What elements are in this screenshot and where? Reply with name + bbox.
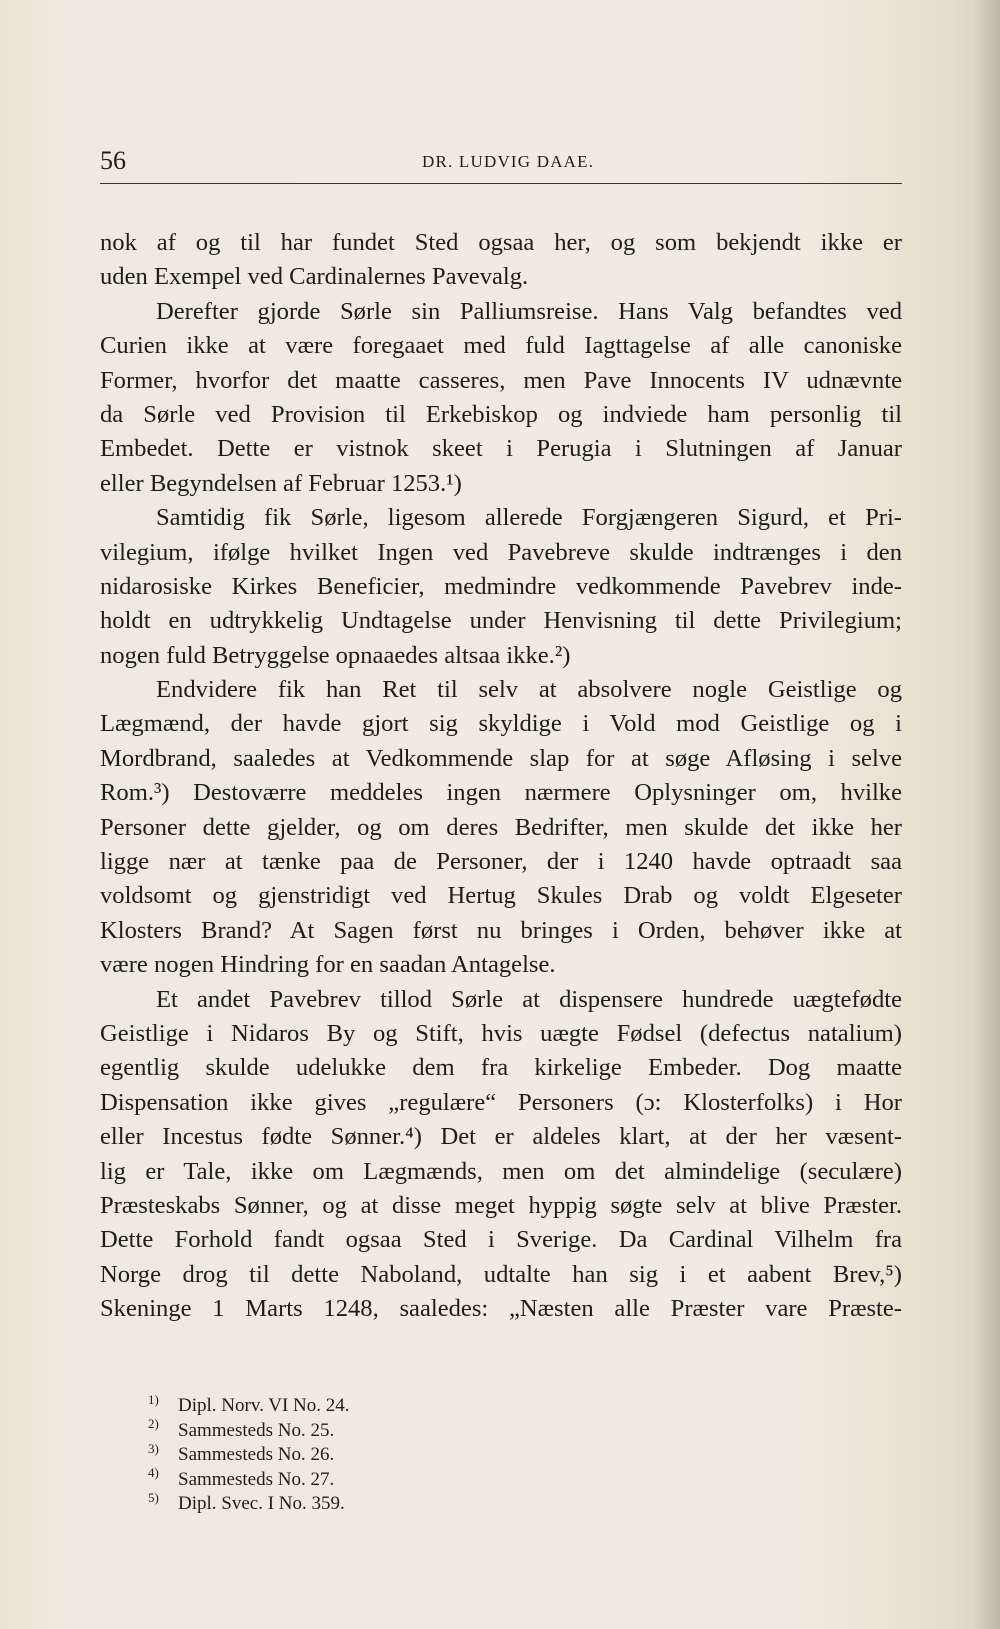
text-line: eller Begyndelsen af Februar 1253.¹) [100,469,462,497]
body-text [100,226,902,1327]
text-line: eller Incestus fødte Sønner.⁴) Det er aldeles klart, at der her væsent- [100,1123,902,1151]
footnote-text: Sammesteds No. 26. [178,1444,335,1466]
footnote: 5) Dipl. Svec. I No. 359. [148,1490,345,1515]
text-line: nogen fuld Betryggelse opnaaedes altsaa ikke.²) [100,641,571,669]
text-line: Geistlige i Nidaros By og Stift, hvis uægte Fødsel (defectus natalium) [100,1019,902,1047]
page-edge-shadow [972,0,1000,1629]
text-line: Dette Forhold fandt ogsaa Sted i Sverige. Da Cardinal Vilhelm fra [100,1226,902,1254]
footnote-text: Sammesteds No. 27. [178,1468,335,1490]
text-line: Præsteskabs Sønner, og at disse meget hyppig søgte selv at blive Præster. [100,1191,902,1219]
text-line: Skeninge 1 Marts 1248, saaledes: „Næsten alle Præster vare Præste- [100,1295,902,1323]
text-line: Dispensation ikke gives „regulære“ Personers (ɔ: Klosterfolks) i Hor [100,1088,902,1116]
text-line: Et andet Pavebrev tillod Sørle at dispensere hundrede uægtefødte [156,985,902,1013]
text-line: lig er Tale, ikke om Lægmænds, men om det almindelige (seculære) [100,1157,902,1185]
text-line: Embedet. Dette er vistnok skeet i Perugia i Slutningen af Januar [100,435,902,463]
text-line: nok af og til har fundet Sted ogsaa her, og som bekjendt ikke er [100,229,902,256]
text-line: Norge drog til dette Naboland, udtalte han sig i et aabent Brev,⁵) [100,1260,902,1288]
text-line: uden Exempel ved Cardinalernes Pavevalg. [100,263,529,291]
text-line: egentlig skulde udelukke dem fra kirkelige Embeder. Dog maatte [100,1054,902,1082]
footnotes [148,1391,548,1517]
footnote: 3) Sammesteds No. 26. [148,1440,335,1466]
text-line: Curien ikke at være foregaaet med fuld Iagttagelse af alle canoniske [100,332,902,360]
text-line: voldsomt og gjenstridigt ved Hertug Skules Drab og voldt Elgeseter [100,882,902,910]
text-line: da Sørle ved Provision til Erkebiskop og indviede ham personlig til [100,400,902,428]
footnote-text: Dipl. Norv. VI No. 24. [178,1395,350,1416]
text-line: Lægmænd, der havde gjort sig skyldige i Vold mod Geistlige og i [100,710,902,738]
text-line: nidarosiske Kirkes Beneficier, medmindre vedkommende Pavebrev inde- [100,572,902,600]
text-line: Samtidig fik Sørle, ligesom allerede Forgjængeren Sigurd, et Pri- [156,504,902,532]
text-line: vilegium, ifølge hvilket Ingen ved Pavebreve skulde indtrænges i den [100,538,902,566]
text-line: Derefter gjorde Sørle sin Palliumsreise. Hans Valg befandtes ved [156,297,902,325]
footnote-text: Sammesteds No. 25. [178,1419,335,1441]
text-line: Former, hvorfor det maatte casseres, men Pave Innocents IV udnævnte [100,366,902,394]
footnote: 1) Dipl. Norv. VI No. 24. [148,1391,350,1416]
text-line: ligge nær at tænke paa de Personer, der i 1240 havde optraadt saa [100,848,902,876]
footnote-text: Dipl. Svec. I No. 359. [178,1493,345,1515]
text-line: holdt en udtrykkelig Undtagelse under Henvisning til dette Privilegium; [100,607,902,635]
text-line: Endvidere fik han Ret til selv at absolvere nogle Geistlige og [156,676,902,704]
page-header [100,146,902,180]
text-line: Rom.³) Destoværre meddeles ingen nærmere Oplysninger om, hvilke [100,779,902,807]
footnote: 4) Sammesteds No. 27. [148,1465,335,1490]
page-number: 56 [100,146,126,175]
text-line: Mordbrand, saaledes at Vedkommende slap for at søge Afløsing i selve [100,744,902,772]
text-line: være nogen Hindring for en saadan Antagelse. [100,951,556,979]
header-rule [100,183,902,184]
footnote: 2) Sammesteds No. 25. [148,1416,335,1441]
text-line: Personer dette gjelder, og om deres Bedrifter, men skulde det ikke her [100,813,902,841]
running-head: DR. LUDVIG DAAE. [422,152,595,171]
text-line: Klosters Brand? At Sagen først nu bringes i Orden, behøver ikke at [100,916,902,944]
